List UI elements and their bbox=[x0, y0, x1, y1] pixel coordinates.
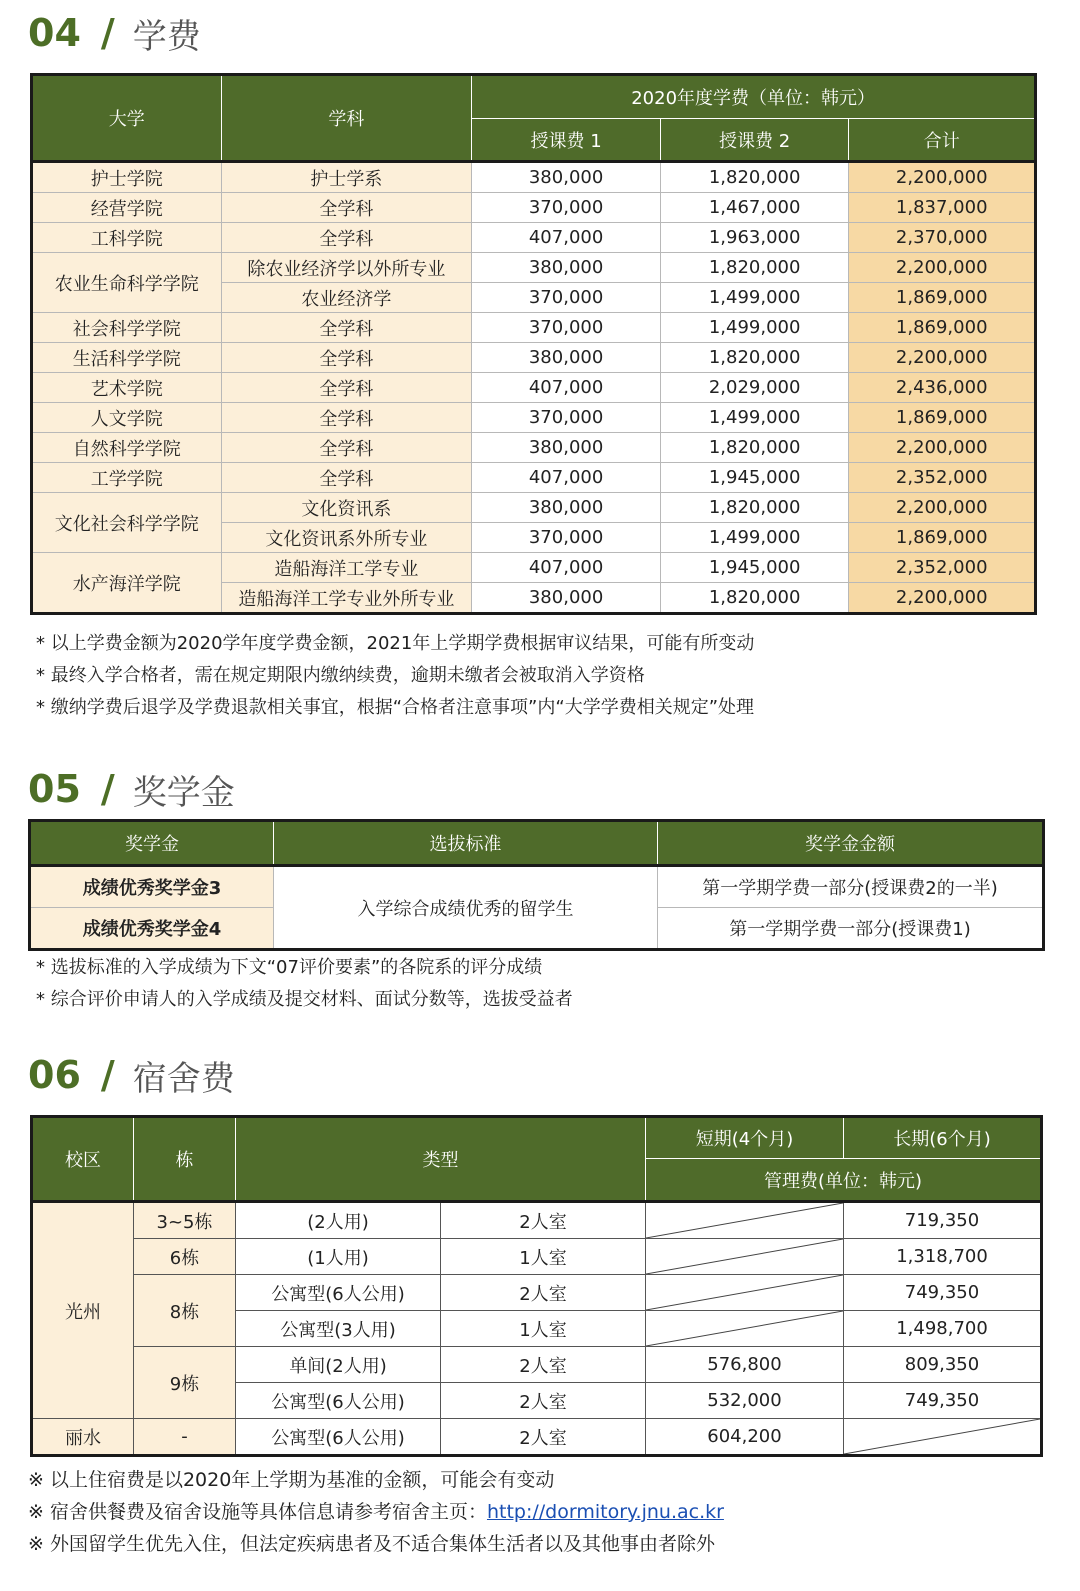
scholarship-table bbox=[28, 819, 1045, 951]
header-fee2: 授课费 2 bbox=[660, 119, 849, 162]
dormitory-homepage-link[interactable]: http://dormitory.jnu.ac.kr bbox=[486, 1501, 724, 1523]
long-fee-cell: 1,318,700 bbox=[844, 1239, 1042, 1275]
univ-cell: 人文学院 bbox=[32, 403, 222, 433]
table-row bbox=[32, 433, 1036, 463]
univ-cell: 艺术学院 bbox=[32, 373, 222, 403]
scholarship-name: 成绩优秀奖学金3 bbox=[30, 866, 274, 908]
dept-cell: 护士学系 bbox=[221, 162, 472, 193]
univ-cell: 经营学院 bbox=[32, 193, 222, 223]
diagonal-line-icon bbox=[646, 1203, 843, 1238]
total-cell: 2,436,000 bbox=[849, 373, 1036, 403]
table-row bbox=[32, 1419, 1042, 1456]
fee2-cell: 1,499,000 bbox=[660, 403, 849, 433]
table-row bbox=[32, 463, 1036, 493]
room-cell: 2人室 bbox=[441, 1202, 646, 1239]
total-cell: 1,869,000 bbox=[849, 523, 1036, 553]
header-dept: 学科 bbox=[221, 75, 472, 162]
header-fee1: 授课费 1 bbox=[472, 119, 661, 162]
section-slash: / bbox=[100, 11, 115, 55]
univ-cell: 水产海洋学院 bbox=[32, 553, 222, 614]
fee1-cell: 407,000 bbox=[472, 553, 661, 583]
dept-cell: 造船海洋工学专业 bbox=[221, 553, 472, 583]
note: * 最终入学合格者，需在规定期限内缴纳续费，逾期未缴者会被取消入学资格 bbox=[36, 665, 645, 686]
dept-cell: 全学科 bbox=[221, 463, 472, 493]
building-cell: 6栋 bbox=[134, 1239, 236, 1275]
univ-cell: 生活科学学院 bbox=[32, 343, 222, 373]
header-building: 栋 bbox=[134, 1117, 236, 1202]
total-cell: 2,200,000 bbox=[849, 493, 1036, 523]
type-cell: 公寓型(6人公用) bbox=[236, 1383, 441, 1419]
table-row bbox=[32, 343, 1036, 373]
total-cell: 2,200,000 bbox=[849, 433, 1036, 463]
diagonal-line-icon bbox=[646, 1275, 843, 1310]
section-number: 05 bbox=[28, 767, 81, 811]
type-cell: (1人用) bbox=[236, 1239, 441, 1275]
empty-diagonal-cell bbox=[646, 1239, 844, 1275]
header-campus: 校区 bbox=[32, 1117, 134, 1202]
type-cell: 单间(2人用) bbox=[236, 1347, 441, 1383]
note: * 选拔标准的入学成绩为下文“07评价要素”的各院系的评分成绩 bbox=[36, 957, 543, 978]
room-cell: 1人室 bbox=[441, 1239, 646, 1275]
section-number: 06 bbox=[28, 1053, 81, 1097]
univ-cell: 自然科学学院 bbox=[32, 433, 222, 463]
dept-cell: 文化资讯系外所专业 bbox=[221, 523, 472, 553]
section-slash: / bbox=[100, 767, 115, 811]
fee2-cell: 1,467,000 bbox=[660, 193, 849, 223]
total-cell: 1,837,000 bbox=[849, 193, 1036, 223]
short-fee-cell: 604,200 bbox=[646, 1419, 844, 1456]
dept-cell: 全学科 bbox=[221, 193, 472, 223]
fee1-cell: 407,000 bbox=[472, 223, 661, 253]
room-cell: 2人室 bbox=[441, 1347, 646, 1383]
section-heading: 奖学金 bbox=[132, 772, 235, 813]
total-cell: 2,352,000 bbox=[849, 553, 1036, 583]
note: * 综合评价申请人的入学成绩及提交材料、面试分数等，选拔受益者 bbox=[36, 989, 573, 1010]
section-heading: 宿舍费 bbox=[132, 1058, 235, 1099]
table-row bbox=[32, 253, 1036, 283]
tuition-notes bbox=[36, 628, 754, 724]
short-fee-cell: 576,800 bbox=[646, 1347, 844, 1383]
building-cell: - bbox=[134, 1419, 236, 1456]
dept-cell: 造船海洋工学专业外所专业 bbox=[221, 583, 472, 614]
dept-cell: 全学科 bbox=[221, 433, 472, 463]
dormitory-table bbox=[30, 1115, 1043, 1457]
total-cell: 1,869,000 bbox=[849, 313, 1036, 343]
amount-cell: 第一学期学费一部分(授课费2的一半) bbox=[658, 866, 1044, 908]
total-cell: 2,352,000 bbox=[849, 463, 1036, 493]
dept-cell: 全学科 bbox=[221, 403, 472, 433]
fee2-cell: 1,499,000 bbox=[660, 523, 849, 553]
univ-cell: 工学学院 bbox=[32, 463, 222, 493]
short-fee-cell: 532,000 bbox=[646, 1383, 844, 1419]
section-slash: / bbox=[100, 1053, 115, 1097]
building-cell: 3~5栋 bbox=[134, 1202, 236, 1239]
fee2-cell: 1,820,000 bbox=[660, 162, 849, 193]
dept-cell: 除农业经济学以外所专业 bbox=[221, 253, 472, 283]
fee1-cell: 370,000 bbox=[472, 313, 661, 343]
note: ※ 外国留学生优先入住，但法定疾病患者及不适合集体生活者以及其他事由者除外 bbox=[28, 1533, 715, 1555]
fee2-cell: 1,820,000 bbox=[660, 253, 849, 283]
dept-cell: 文化资讯系 bbox=[221, 493, 472, 523]
fee2-cell: 1,820,000 bbox=[660, 343, 849, 373]
campus-cell: 丽水 bbox=[32, 1419, 134, 1456]
type-cell: (2人用) bbox=[236, 1202, 441, 1239]
table-row bbox=[32, 1202, 1042, 1239]
table-row bbox=[32, 1347, 1042, 1383]
building-cell: 9栋 bbox=[134, 1347, 236, 1419]
dormitory-notes bbox=[28, 1464, 724, 1560]
fee2-cell: 1,820,000 bbox=[660, 433, 849, 463]
fee2-cell: 2,029,000 bbox=[660, 373, 849, 403]
table-row bbox=[32, 373, 1036, 403]
fee2-cell: 1,820,000 bbox=[660, 583, 849, 614]
fee1-cell: 380,000 bbox=[472, 343, 661, 373]
header-type: 类型 bbox=[236, 1117, 646, 1202]
section-number: 04 bbox=[28, 11, 81, 55]
room-cell: 2人室 bbox=[441, 1275, 646, 1311]
section-05-title bbox=[28, 764, 235, 814]
dept-cell: 全学科 bbox=[221, 373, 472, 403]
total-cell: 2,200,000 bbox=[849, 343, 1036, 373]
fee1-cell: 380,000 bbox=[472, 253, 661, 283]
type-cell: 公寓型(6人公用) bbox=[236, 1419, 441, 1456]
fee1-cell: 407,000 bbox=[472, 373, 661, 403]
tuition-table bbox=[30, 73, 1037, 615]
fee1-cell: 370,000 bbox=[472, 193, 661, 223]
header-short-term: 短期(4个月) bbox=[646, 1117, 844, 1159]
header-fee-group: 2020年度学费（单位：韩元） bbox=[472, 75, 1036, 119]
type-cell: 公寓型(6人公用) bbox=[236, 1275, 441, 1311]
room-cell: 2人室 bbox=[441, 1383, 646, 1419]
header-univ: 大学 bbox=[32, 75, 222, 162]
total-cell: 2,370,000 bbox=[849, 223, 1036, 253]
diagonal-line-icon bbox=[844, 1419, 1040, 1454]
univ-cell: 社会科学学院 bbox=[32, 313, 222, 343]
fee1-cell: 407,000 bbox=[472, 463, 661, 493]
empty-diagonal-cell bbox=[646, 1311, 844, 1347]
table-row bbox=[32, 493, 1036, 523]
type-cell: 公寓型(3人用) bbox=[236, 1311, 441, 1347]
fee1-cell: 380,000 bbox=[472, 493, 661, 523]
total-cell: 2,200,000 bbox=[849, 162, 1036, 193]
empty-diagonal-cell bbox=[844, 1419, 1042, 1456]
fee2-cell: 1,945,000 bbox=[660, 553, 849, 583]
header-fee-unit: 管理费(单位：韩元) bbox=[646, 1159, 1042, 1202]
fee1-cell: 380,000 bbox=[472, 433, 661, 463]
total-cell: 2,200,000 bbox=[849, 583, 1036, 614]
empty-diagonal-cell bbox=[646, 1202, 844, 1239]
univ-cell: 工科学院 bbox=[32, 223, 222, 253]
fee1-cell: 370,000 bbox=[472, 523, 661, 553]
fee2-cell: 1,499,000 bbox=[660, 283, 849, 313]
header-total: 合计 bbox=[849, 119, 1036, 162]
univ-cell: 农业生命科学学院 bbox=[32, 253, 222, 313]
header-amount: 奖学金金额 bbox=[658, 821, 1044, 866]
long-fee-cell: 749,350 bbox=[844, 1275, 1042, 1311]
table-row bbox=[32, 313, 1036, 343]
table-row bbox=[32, 1275, 1042, 1311]
section-04-title bbox=[28, 8, 201, 58]
fee2-cell: 1,963,000 bbox=[660, 223, 849, 253]
room-cell: 2人室 bbox=[441, 1419, 646, 1456]
long-fee-cell: 1,498,700 bbox=[844, 1311, 1042, 1347]
dept-cell: 全学科 bbox=[221, 313, 472, 343]
table-row bbox=[32, 162, 1036, 193]
long-fee-cell: 719,350 bbox=[844, 1202, 1042, 1239]
scholarship-notes bbox=[36, 952, 573, 1016]
scholarship-name: 成绩优秀奖学金4 bbox=[30, 908, 274, 950]
total-cell: 2,200,000 bbox=[849, 253, 1036, 283]
header-scholarship: 奖学金 bbox=[30, 821, 274, 866]
total-cell: 1,869,000 bbox=[849, 283, 1036, 313]
header-long-term: 长期(6个月) bbox=[844, 1117, 1042, 1159]
table-row bbox=[32, 193, 1036, 223]
fee1-cell: 370,000 bbox=[472, 403, 661, 433]
dept-cell: 全学科 bbox=[221, 343, 472, 373]
note: * 缴纳学费后退学及学费退款相关事宜，根据“合格者注意事项”内“大学学费相关规定”处理 bbox=[36, 697, 755, 718]
criteria-cell: 入学综合成绩优秀的留学生 bbox=[274, 866, 658, 950]
long-fee-cell: 749,350 bbox=[844, 1383, 1042, 1419]
section-06-title bbox=[28, 1050, 235, 1100]
univ-cell: 文化社会科学学院 bbox=[32, 493, 222, 553]
table-row bbox=[32, 403, 1036, 433]
dept-cell: 全学科 bbox=[221, 223, 472, 253]
long-fee-cell: 809,350 bbox=[844, 1347, 1042, 1383]
table-row bbox=[32, 223, 1036, 253]
dept-cell: 农业经济学 bbox=[221, 283, 472, 313]
diagonal-line-icon bbox=[646, 1311, 843, 1346]
note-text: ※ 宿舍供餐费及宿舍设施等具体信息请参考宿舍主页： bbox=[28, 1501, 487, 1523]
empty-diagonal-cell bbox=[646, 1275, 844, 1311]
table-row bbox=[32, 1239, 1042, 1275]
campus-cell: 光州 bbox=[32, 1202, 134, 1419]
table-row bbox=[32, 553, 1036, 583]
note: * 以上学费金额为2020学年度学费金额，2021年上学期学费根据审议结果，可能有所变动 bbox=[36, 633, 755, 654]
fee1-cell: 370,000 bbox=[472, 283, 661, 313]
amount-cell: 第一学期学费一部分(授课费1) bbox=[658, 908, 1044, 950]
univ-cell: 护士学院 bbox=[32, 162, 222, 193]
note bbox=[28, 1496, 724, 1528]
total-cell: 1,869,000 bbox=[849, 403, 1036, 433]
section-heading: 学费 bbox=[132, 16, 201, 57]
header-criteria: 选拔标准 bbox=[274, 821, 658, 866]
table-row bbox=[30, 866, 1044, 908]
note: ※ 以上住宿费是以2020年上学期为基准的金额，可能会有变动 bbox=[28, 1469, 555, 1491]
room-cell: 1人室 bbox=[441, 1311, 646, 1347]
fee2-cell: 1,820,000 bbox=[660, 493, 849, 523]
diagonal-line-icon bbox=[646, 1239, 843, 1274]
fee1-cell: 380,000 bbox=[472, 583, 661, 614]
fee2-cell: 1,945,000 bbox=[660, 463, 849, 493]
building-cell: 8栋 bbox=[134, 1275, 236, 1347]
fee1-cell: 380,000 bbox=[472, 162, 661, 193]
fee2-cell: 1,499,000 bbox=[660, 313, 849, 343]
